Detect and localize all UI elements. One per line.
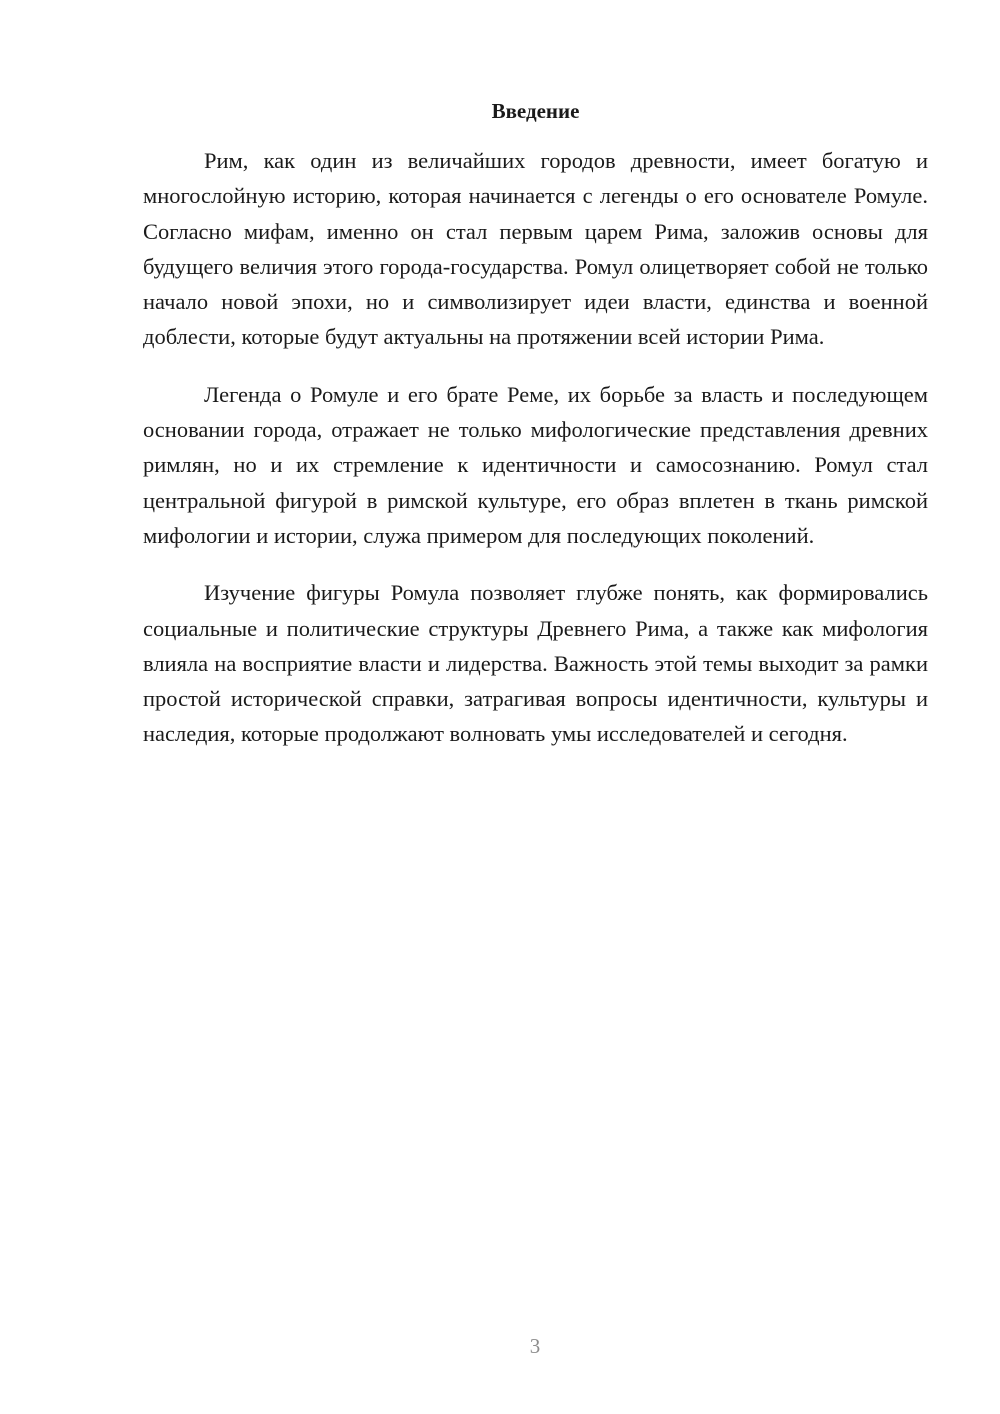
paragraph-1: Рим, как один из величайших городов древности, имеет богатую и многослойную историю, которая начинается с легенды о его основателе Ромуле. Согласно мифам, именно он стал первым царем Рима, заложив основы для будущего величия этого города-государства. Ромул олицетворяет собой не только начало новой эпохи, но и символизирует идеи власти, единства и военной доблести, которые будут актуальны на протяжении всей истории Рима. [143, 148, 928, 350]
section-heading: Введение [491, 99, 580, 123]
paragraph-3: Изучение фигуры Ромула позволяет глубже понять, как формировались социальные и политические структуры Древнего Рима, а также как мифология влияла на восприятие власти и лидерства. Важность этой темы выходит за рамки простой исторической справки, затрагивая вопросы идентичности, культуры и наследия, которые продолжают волновать умы исследователей и сегодня. [143, 580, 928, 747]
paragraph-2: Легенда о Ромуле и его брате Реме, их борьбе за власть и последующем основании города, отражает не только мифологические представления древних римлян, но и их стремление к идентичности и самосознанию. Ромул стал центральной фигурой в римской культуре, его образ вплетен в ткань римской мифологии и истории, служа примером для последующих поколений. [143, 381, 928, 548]
page-number: 3 [529, 1334, 541, 1358]
document-body [143, 143, 928, 774]
